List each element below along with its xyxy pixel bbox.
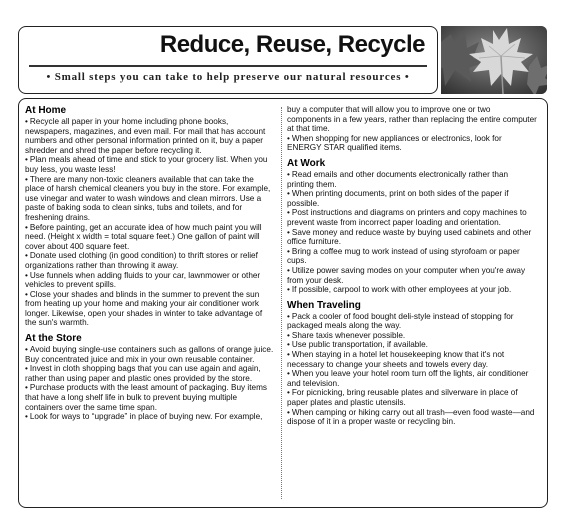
page-subtitle: • Small steps you can take to help preserve our natural resources • bbox=[46, 71, 410, 83]
content-box bbox=[18, 98, 548, 508]
list-item: • Close your shades and blinds in the summer to prevent the sun from heating up your home and making your air conditioner work longer. Likewise, open your shades in winter to take advantage of the sun's warmth. bbox=[25, 289, 263, 328]
list-item: • Donate used clothing (in good condition) to thrift stores or relief organizations rather than throwing it away. bbox=[25, 251, 258, 270]
left-column bbox=[25, 105, 275, 422]
list-item: • When staying in a hotel let housekeeping know that it's not necessary to change your sheets and towels every day. bbox=[287, 350, 505, 369]
list-item: • Before painting, get an accurate idea of how much paint you will need. (Height x width = total square feet.) One gallon of paint will cover about 400 square feet. bbox=[25, 222, 262, 251]
section-heading-when-traveling: When Traveling bbox=[287, 299, 361, 311]
column-divider bbox=[281, 107, 282, 499]
list-item: • Save money and reduce waste by buying used cabinets and other office furniture. bbox=[287, 227, 532, 247]
maple-leaf-icon bbox=[441, 26, 547, 94]
list-item: • Look for ways to “upgrade” in place of buying new. For example, bbox=[25, 412, 263, 422]
list-item: • Read emails and other documents electronically rather than printing them. bbox=[287, 169, 509, 189]
list-item: • If possible, carpool to work with other employees at your job. bbox=[287, 285, 512, 295]
list-item: • Share taxis whenever possible. bbox=[287, 330, 406, 340]
section-heading-at-home: At Home bbox=[25, 105, 67, 116]
section-heading-at-work: At Work bbox=[287, 157, 326, 169]
list-item: • Invest in cloth shopping bags that you can use again and again, rather than using paper and plastic ones provided by the store. bbox=[25, 364, 261, 383]
list-item: • Avoid buying single-use containers such as gallons of orange juice. Buy concentrated juice and mix in your own reusable container. bbox=[25, 345, 274, 364]
list-item: • Post instructions and diagrams on printers and copy machines to prevent waste from incorrect paper loading and orientation. bbox=[287, 208, 527, 227]
header-box bbox=[18, 26, 438, 94]
title-divider bbox=[29, 65, 427, 67]
list-item: • Bring a coffee mug to work instead of using styrofoam or paper cups. bbox=[287, 246, 520, 266]
list-item: • There are many non-toxic cleaners available that can take the place of harsh chemical cleaners you buy in the store. For example, use vinegar and water to wash windows and clean mirrors. Use a paste of baking soda to clean sinks, tubs and toilets, and for freshening drains. bbox=[25, 174, 271, 222]
list-item: • Use funnels when adding fluids to your car, lawnmower or other vehicles to prevent spills. bbox=[25, 270, 261, 290]
list-item: • Recycle all paper in your home including phone books, newspapers, magazines, and even mail. For mail that has account numbers and other personal information printed on it, buy a paper shredder and shred the paper before recycling it. bbox=[25, 117, 266, 155]
list-item: • Utilize power saving modes on your computer when you're away from your desk. bbox=[287, 265, 526, 285]
list-item: • When you leave your hotel room turn off the lights, air conditioner and television. bbox=[287, 369, 529, 388]
list-item: • Purchase products with the least amount of packaging. Buy items that have a long shelf life in bulk to prevent buying multiple containers over the same time span. bbox=[25, 383, 267, 412]
page-title: Reduce, Reuse, Recycle bbox=[159, 31, 425, 58]
section-heading-at-the-store: At the Store bbox=[25, 333, 82, 345]
list-item-continuation: buy a computer that will allow you to improve one or two components in a few years, rather than replacing the entire computer at that time. bbox=[287, 105, 537, 134]
list-item: • Plan meals ahead of time and stick to your grocery list. When you buy less, you waste less! bbox=[25, 155, 268, 174]
list-item: • For picnicking, bring reusable plates and silverware in place of paper plates and plastic utensils. bbox=[287, 388, 518, 408]
maple-leaf-photo bbox=[441, 26, 547, 94]
list-item: • Use public transportation, if available. bbox=[287, 340, 428, 350]
right-column bbox=[287, 105, 537, 427]
list-item: • Pack a cooler of food bought deli-style instead of stopping for packaged meals along the way. bbox=[287, 311, 514, 331]
list-item: • When shopping for new appliances or electronics, look for ENERGY STAR qualified items. bbox=[287, 133, 502, 153]
list-item: • When printing documents, print on both sides of the paper if possible. bbox=[287, 189, 509, 208]
list-item: • When camping or hiking carry out all trash—even food waste—and dispose of it in a proper waste or recycling bin. bbox=[287, 407, 535, 427]
